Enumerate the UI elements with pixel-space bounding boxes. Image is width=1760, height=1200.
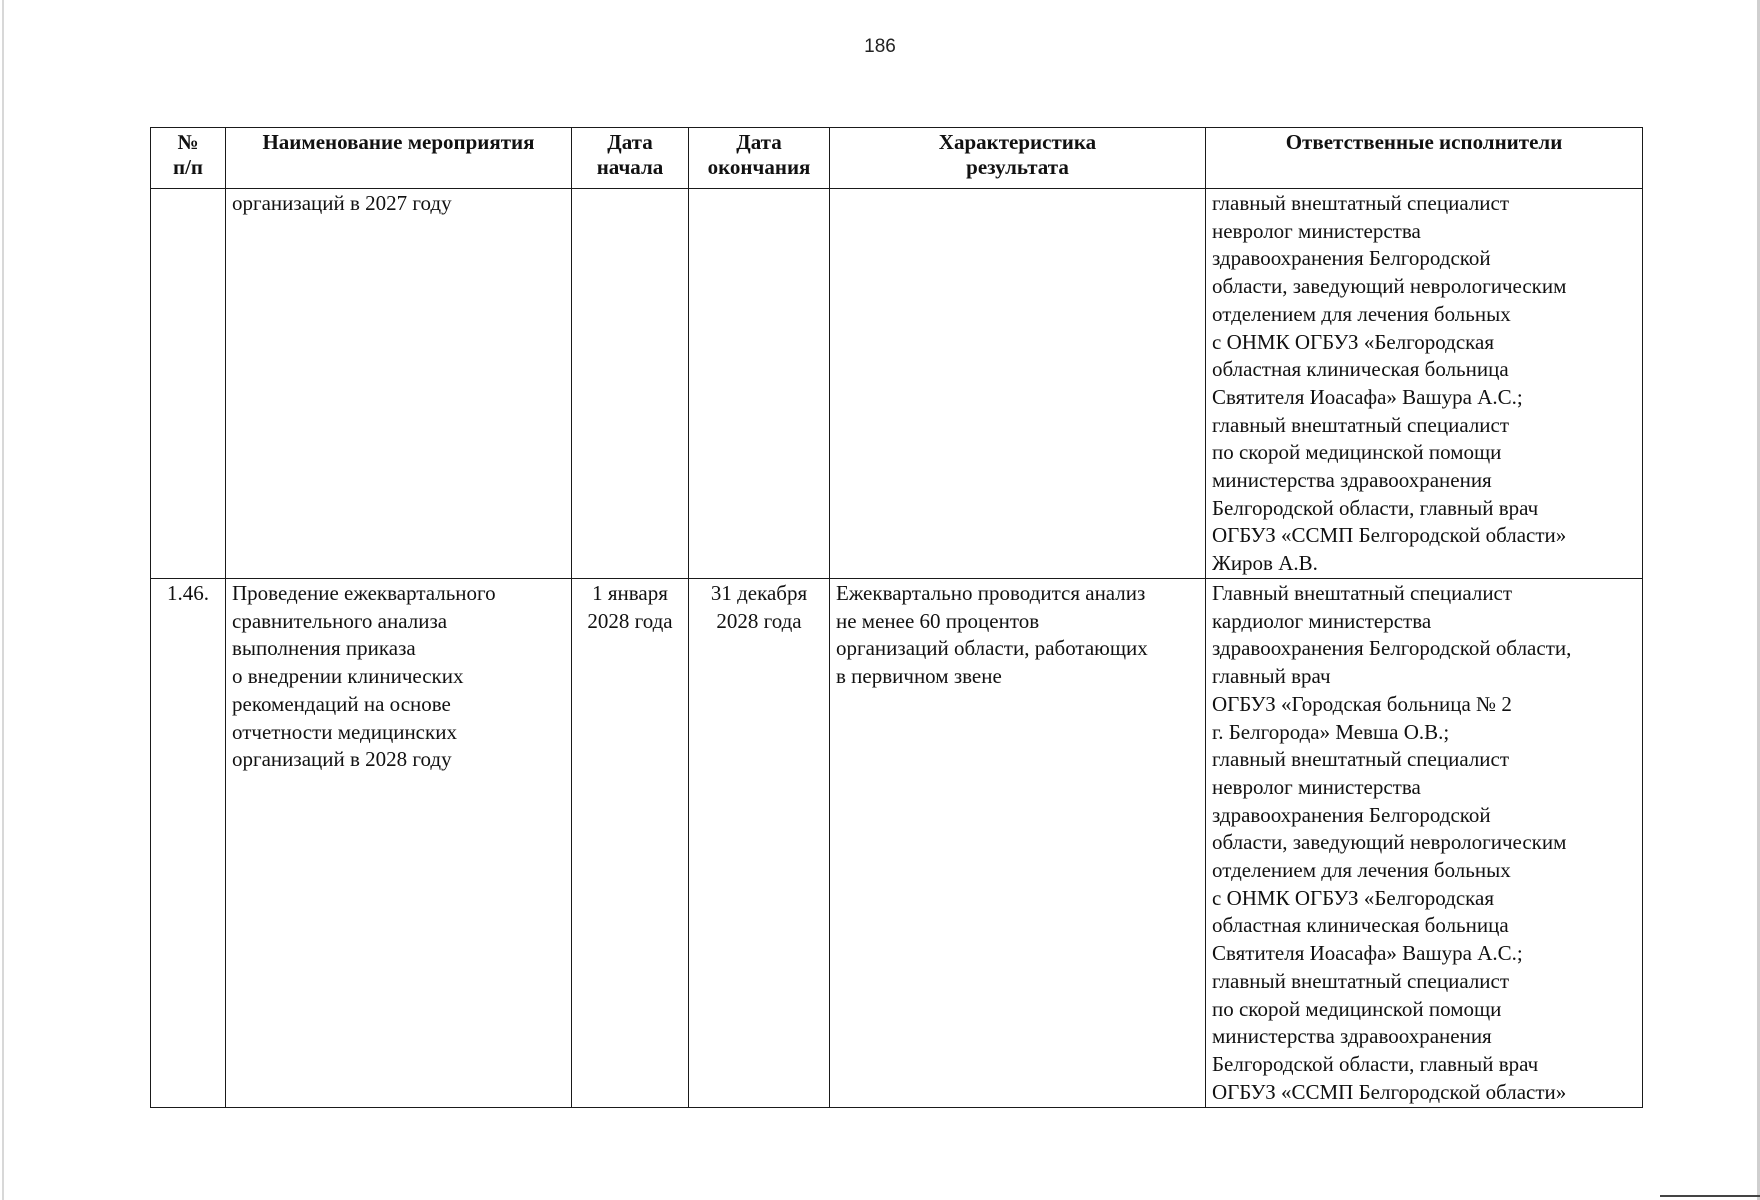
page-number: 186 — [864, 36, 896, 57]
header-name — [226, 128, 572, 189]
text-line: сравнительного анализа — [232, 608, 448, 633]
text-line: с ОНМК ОГБУЗ «Белгородская — [1212, 885, 1495, 910]
cell-name — [226, 579, 572, 1108]
text-line: невролог министерства — [1212, 774, 1421, 799]
cell-responsible — [1206, 579, 1643, 1108]
header-num — [151, 128, 226, 189]
text-line: невролог министерства — [1212, 218, 1421, 243]
text-line: № — [177, 130, 199, 154]
text-line: области, заведующий неврологическим — [1212, 274, 1567, 299]
text-line: Наименование мероприятия — [262, 130, 535, 154]
text-line: результата — [966, 155, 1069, 179]
text-line: областная клиническая больница — [1212, 913, 1509, 938]
text-line: отделением для лечения больных — [1212, 301, 1511, 326]
cell-result — [830, 579, 1206, 1108]
text-line: области, заведующий неврологическим — [1212, 830, 1567, 855]
cell-start-date — [572, 579, 689, 1108]
text-line: г. Белгорода» Мевша О.В.; — [1212, 719, 1450, 744]
text-line: Проведение ежеквартального — [232, 581, 496, 605]
text-line: организаций в 2028 году — [232, 747, 452, 772]
text-line: ОГБУЗ «Городская больница № 2 — [1212, 691, 1512, 716]
text-line: Святителя Иоасафа» Вашура А.С.; — [1212, 384, 1523, 409]
text-line: 2028 года — [587, 608, 673, 633]
cell-end-date — [689, 579, 830, 1108]
text-line: в первичном звене — [836, 664, 1002, 689]
text-line: 1 января — [592, 581, 668, 605]
text-line: Дата — [736, 130, 782, 154]
text-line: главный внештатный специалист — [1212, 191, 1510, 215]
text-line: Ежеквартально проводится анализ — [836, 581, 1146, 605]
text-line: Святителя Иоасафа» Вашура А.С.; — [1212, 941, 1523, 966]
text-line: областная клиническая больница — [1212, 357, 1509, 382]
text-line: главный внештатный специалист — [1212, 968, 1510, 993]
text-line: министерства здравоохранения — [1212, 1024, 1492, 1049]
text-line: Дата — [607, 130, 653, 154]
text-line: главный внештатный специалист — [1212, 747, 1510, 772]
text-line: Характеристика — [938, 130, 1097, 154]
text-line: по скорой медицинской помощи — [1212, 440, 1502, 465]
text-line: окончания — [707, 155, 811, 179]
text-line: по скорой медицинской помощи — [1212, 996, 1502, 1021]
table-header-row — [151, 128, 1643, 189]
text-line: здравоохранения Белгородской области, — [1212, 636, 1572, 661]
cell-result — [830, 189, 1206, 579]
scan-edge-bottom — [1660, 1195, 1760, 1197]
cell-name — [226, 189, 572, 579]
cell-start-date — [572, 189, 689, 579]
header-end-date — [689, 128, 830, 189]
text-line: министерства здравоохранения — [1212, 468, 1492, 493]
text-line: отчетности медицинских — [232, 719, 457, 744]
scan-edge-left — [2, 0, 4, 1200]
text-line: отделением для лечения больных — [1212, 858, 1511, 883]
text-line: Жиров А.В. — [1212, 551, 1318, 576]
text-line: кардиолог министерства — [1212, 608, 1432, 633]
text-line: Главный внештатный специалист — [1212, 581, 1513, 605]
text-line: не менее 60 процентов — [836, 608, 1040, 633]
text-line: главный врач — [1212, 664, 1331, 689]
text-line: рекомендаций на основе — [232, 691, 451, 716]
header-start-date — [572, 128, 689, 189]
text-line: начала — [596, 155, 664, 179]
cell-num: 1.46. — [151, 579, 226, 1108]
cell-responsible — [1206, 189, 1643, 579]
cell-num — [151, 189, 226, 579]
text-line: здравоохранения Белгородской — [1212, 802, 1491, 827]
text-line: здравоохранения Белгородской — [1212, 246, 1491, 271]
cell-end-date — [689, 189, 830, 579]
text-line: ОГБУЗ «ССМП Белгородской области» — [1212, 523, 1567, 548]
text-line: 31 декабря — [710, 581, 808, 605]
text-line: организаций области, работающих — [836, 636, 1148, 661]
text-line: с ОНМК ОГБУЗ «Белгородская — [1212, 329, 1495, 354]
table-row — [151, 579, 1643, 1108]
text-line: п/п — [172, 155, 204, 179]
text-line: Ответственные исполнители — [1285, 130, 1563, 154]
text-line: выполнения приказа — [232, 636, 416, 661]
header-result — [830, 128, 1206, 189]
text-line: Белгородской области, главный врач — [1212, 495, 1539, 520]
text-line: организаций в 2027 году — [232, 191, 452, 215]
text-line: Белгородской области, главный врач — [1212, 1051, 1539, 1076]
text-line: о внедрении клинических — [232, 664, 464, 689]
table-row — [151, 189, 1643, 579]
text-line: 2028 года — [716, 608, 802, 633]
header-responsible — [1206, 128, 1643, 189]
events-table — [150, 127, 1643, 1108]
text-line: главный внештатный специалист — [1212, 412, 1510, 437]
text-line: ОГБУЗ «ССМП Белгородской области» — [1212, 1079, 1567, 1104]
